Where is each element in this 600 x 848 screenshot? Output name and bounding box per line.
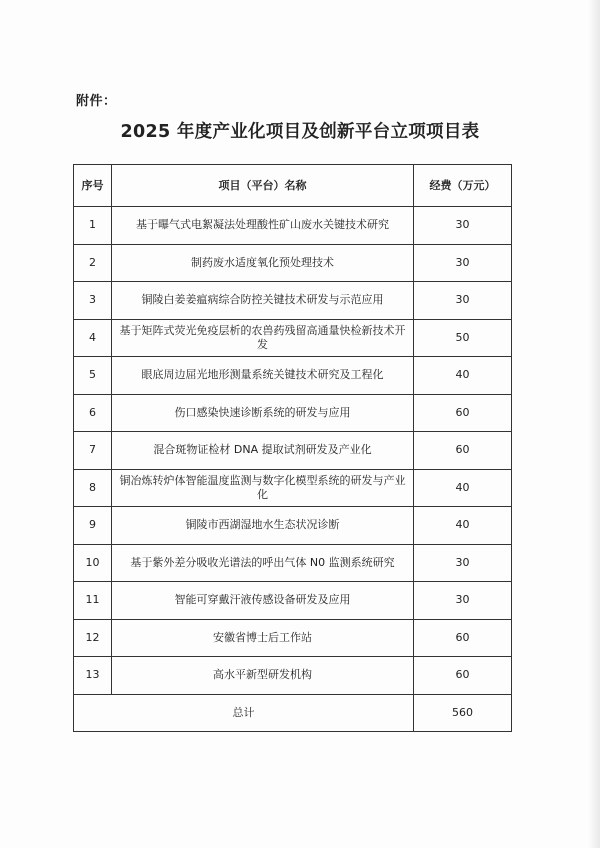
table-row [74, 469, 512, 507]
document-title: 2025 年度产业化项目及创新平台立项项目表 [120, 122, 480, 142]
table-row [74, 619, 512, 657]
row-funding: 40 [414, 469, 512, 507]
table-row [74, 244, 512, 282]
row-serial-number: 9 [74, 507, 112, 545]
row-serial-number: 2 [74, 244, 112, 282]
table-row [74, 432, 512, 470]
table-row [74, 657, 512, 695]
row-project-name: 基于矩阵式荧光免疫层析的农兽药残留高通量快检新技术开发 [112, 319, 414, 357]
row-serial-number: 4 [74, 319, 112, 357]
row-serial-number: 5 [74, 357, 112, 395]
header-serial-number: 序号 [74, 165, 112, 207]
row-serial-number: 11 [74, 582, 112, 620]
row-serial-number: 12 [74, 619, 112, 657]
row-project-name: 制药废水适度氧化预处理技术 [112, 244, 414, 282]
table-row [74, 319, 512, 357]
row-serial-number: 7 [74, 432, 112, 470]
table-row [74, 207, 512, 245]
row-project-name: 铜陵市西湖湿地水生态状况诊断 [112, 507, 414, 545]
attachment-label: 附件： [76, 94, 117, 109]
project-table [73, 164, 512, 732]
row-project-name: 伤口感染快速诊断系统的研发与应用 [112, 394, 414, 432]
row-funding: 30 [414, 244, 512, 282]
row-funding: 60 [414, 657, 512, 695]
row-funding: 30 [414, 282, 512, 320]
row-serial-number: 10 [74, 544, 112, 582]
row-funding: 60 [414, 432, 512, 470]
total-row [74, 694, 512, 731]
header-funding: 经费（万元） [414, 165, 512, 207]
row-funding: 60 [414, 394, 512, 432]
table-body [74, 207, 512, 695]
table-row [74, 357, 512, 395]
row-project-name: 铜冶炼转炉体智能温度监测与数字化模型系统的研发与产业化 [112, 469, 414, 507]
row-serial-number: 6 [74, 394, 112, 432]
row-serial-number: 1 [74, 207, 112, 245]
table-row [74, 582, 512, 620]
row-project-name: 铜陵白姜姜瘟病综合防控关键技术研发与示范应用 [112, 282, 414, 320]
row-funding: 60 [414, 619, 512, 657]
header-project-name: 项目（平台）名称 [112, 165, 414, 207]
row-serial-number: 13 [74, 657, 112, 695]
row-project-name: 基于曝气式电絮凝法处理酸性矿山废水关键技术研究 [112, 207, 414, 245]
table-row [74, 507, 512, 545]
row-project-name: 眼底周边屈光地形测量系统关键技术研究及工程化 [112, 357, 414, 395]
table-row [74, 394, 512, 432]
row-serial-number: 8 [74, 469, 112, 507]
row-funding: 30 [414, 207, 512, 245]
row-funding: 30 [414, 582, 512, 620]
total-value: 560 [414, 694, 512, 731]
total-label: 总计 [74, 694, 414, 731]
table-row [74, 282, 512, 320]
row-project-name: 高水平新型研发机构 [112, 657, 414, 695]
row-funding: 50 [414, 319, 512, 357]
row-project-name: 混合斑物证检材 DNA 提取试剂研发及产业化 [112, 432, 414, 470]
row-funding: 40 [414, 357, 512, 395]
table-header-row [74, 165, 512, 207]
row-serial-number: 3 [74, 282, 112, 320]
row-project-name: 安徽省博士后工作站 [112, 619, 414, 657]
row-project-name: 智能可穿戴汗液传感设备研发及应用 [112, 582, 414, 620]
row-project-name: 基于紫外差分吸收光谱法的呼出气体 N0 监测系统研究 [112, 544, 414, 582]
row-funding: 30 [414, 544, 512, 582]
table-row [74, 544, 512, 582]
row-funding: 40 [414, 507, 512, 545]
